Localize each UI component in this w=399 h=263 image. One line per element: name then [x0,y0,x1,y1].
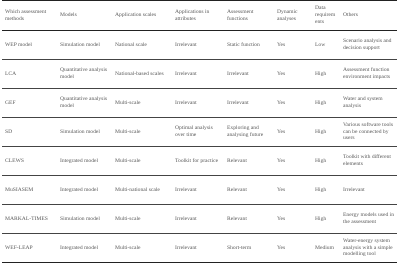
header-cell: Applications in attributes [175,8,210,22]
header-cell: Dynamic analyses [277,8,298,22]
scale-cell: Multi-scale [115,128,141,135]
table-row [2,60,397,89]
function-cell: Relevant [227,215,247,222]
table-row [2,176,397,205]
attribute-cell: Irrelevant [175,41,197,48]
data-req-cell: High [315,215,327,222]
dynamic-cell: Yes [277,244,286,251]
others-cell: Irrelevant [343,186,365,193]
others-cell: Various software tools can be connected by users [343,121,394,142]
header-row [2,1,397,31]
scale-cell: Multi-scale [115,157,141,164]
model-cell: Integrated model [60,157,99,164]
method-cell: CLEWS [5,157,24,164]
model-cell: Quantitative analysis model [60,96,108,109]
model-cell: Simulation model [60,41,100,48]
function-cell: Irrelevant [227,99,249,106]
data-req-cell: Medium [315,244,334,251]
function-cell: Relevant [227,157,247,164]
model-cell: Quantitative analysis model [60,67,108,80]
method-cell: WEF-LEAP [5,244,33,251]
method-cell: SD [5,128,13,135]
model-cell: Simulation model [60,215,100,222]
others-cell: Energy models used in the assessment [343,212,395,225]
data-req-cell: High [315,70,327,77]
scale-cell: National-based scales [115,70,164,77]
attribute-cell: Irrelevant [175,70,197,77]
attribute-cell: Irrelevant [175,215,197,222]
others-cell: Assessment function environment impacts [343,67,391,80]
function-cell: Exploring and analysing future [227,125,264,138]
dynamic-cell: Yes [277,70,286,77]
method-cell: GEF [5,99,16,106]
dynamic-cell: Yes [277,186,286,193]
data-req-cell: High [315,186,327,193]
header-cell: Which assessment methods [5,8,47,22]
comparison-table [2,0,397,263]
method-cell: LCA [5,70,17,77]
others-cell: Water-energy system analysis with a simple modelling tool [343,237,393,258]
function-cell: Short-term [227,244,252,251]
dynamic-cell: Yes [277,99,286,106]
data-req-cell: High [315,157,327,164]
table-row [2,118,397,147]
table-body [2,31,397,263]
scale-cell: Multi-scale [115,215,141,222]
table-row [2,89,397,118]
others-cell: Scenario analysis and decision support [343,38,392,51]
attribute-cell: Irrelevant [175,99,197,106]
attribute-cell: Toolkit for practice [175,157,219,164]
table-row [2,205,397,234]
table-row [2,234,397,263]
header-cell: Others [343,12,358,19]
others-cell: Toolkit with different elements [343,154,391,167]
header-cell: Application scales [115,12,157,19]
header-cell: Models [60,12,77,19]
table-row [2,31,397,60]
dynamic-cell: Yes [277,215,286,222]
data-req-cell: High [315,99,327,106]
others-cell: Water and system analysis [343,96,383,109]
method-cell: WEP model [5,41,32,48]
method-cell: MuSIASEM [5,186,34,193]
table-header [2,1,397,31]
dynamic-cell: Yes [277,41,286,48]
function-cell: Relevant [227,186,247,193]
attribute-cell: Irrelevant [175,244,197,251]
attribute-cell: Irrelevant [175,186,197,193]
model-cell: Simulation model [60,128,100,135]
scale-cell: National scale [115,41,147,48]
attribute-cell: Optimal analysis over time [175,125,213,138]
model-cell: Integrated model [60,244,99,251]
scale-cell: Multi-scale [115,99,141,106]
dynamic-cell: Yes [277,157,286,164]
dynamic-cell: Yes [277,128,286,135]
scale-cell: Multi-national scale [115,186,160,193]
data-req-cell: High [315,128,327,135]
function-cell: Irrelevant [227,70,249,77]
header-cell: Data requirements [315,5,336,25]
table-row [2,147,397,176]
data-req-cell: Low [315,41,326,48]
model-cell: Integrated model [60,186,99,193]
function-cell: Static function [227,41,260,48]
scale-cell: Multi-scale [115,244,141,251]
method-cell: MARKAL-TIMES [5,215,48,222]
header-cell: Assessment functions [227,8,254,22]
